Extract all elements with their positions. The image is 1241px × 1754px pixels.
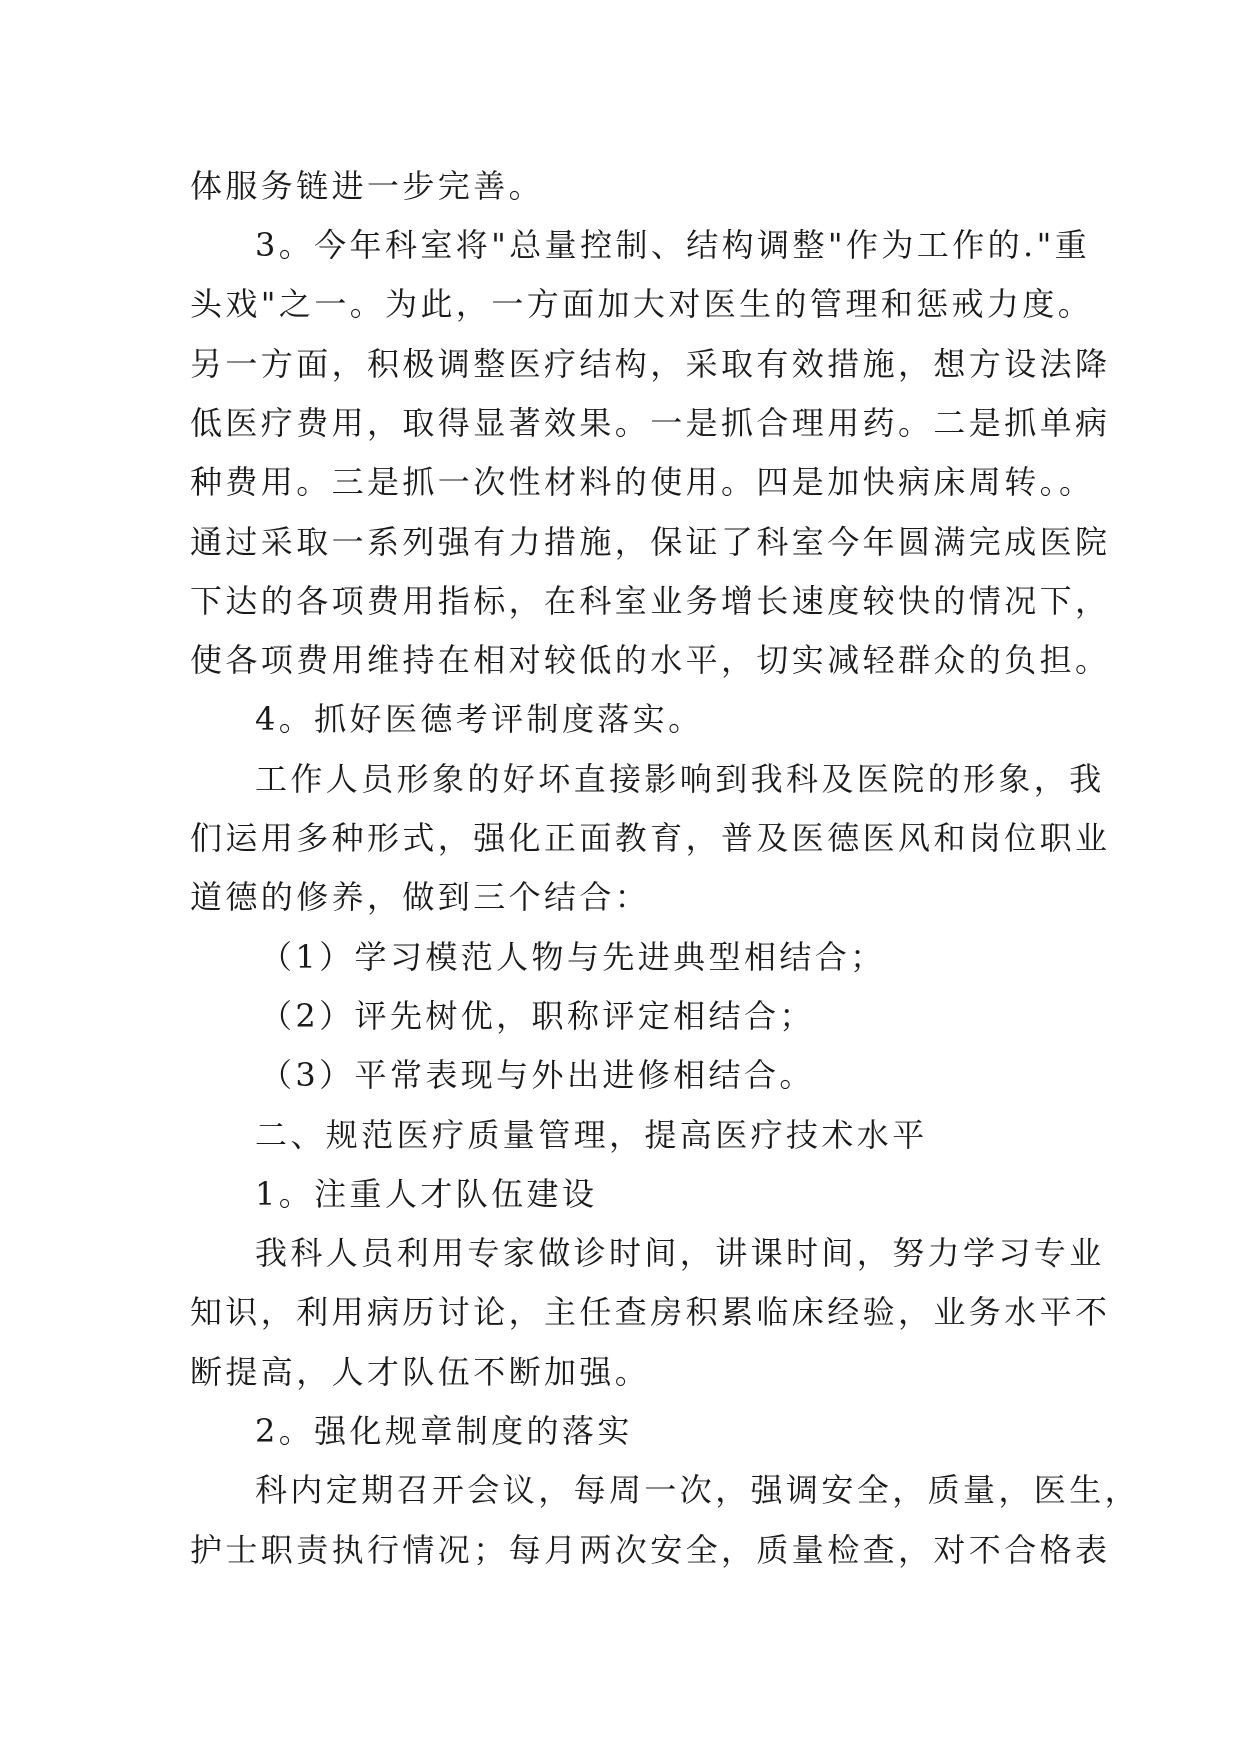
- text-line: 2。强化规章制度的落实: [255, 1412, 633, 1450]
- text-line: 低医疗费用，取得显著效果。一是抓合理用药。二是抓单病: [190, 404, 1111, 442]
- text-line: 二、规范医疗质量管理，提高医疗技术水平: [255, 1116, 928, 1154]
- text-line: 通过采取一系列强有力措施，保证了科室今年圆满完成医院: [190, 523, 1111, 561]
- text-line: 种费用。三是抓一次性材料的使用。四是加快病床周转。。: [190, 463, 1095, 501]
- text-line: 工作人员形象的好坏直接影响到我科及医院的形象，我: [255, 760, 1105, 798]
- text-line: 另一方面，积极调整医疗结构，采取有效措施，想方设法降: [190, 345, 1111, 383]
- text-line: 使各项费用维持在相对较低的水平，切实减轻群众的负担。: [190, 641, 1111, 679]
- text-line: （2）评先树优，职称评定相结合；: [260, 997, 815, 1035]
- text-line: 断提高，人才队伍不断加强。: [190, 1353, 651, 1391]
- text-line: （3）平常表现与外出进修相结合。: [260, 1056, 815, 1094]
- text-line: 3。今年科室将"总量控制、结构调整"作为工作的."重: [255, 226, 1091, 264]
- text-line: 头戏"之一。为此，一方面加大对医生的管理和惩戒力度。: [190, 285, 1094, 323]
- text-line: 们运用多种形式，强化正面教育，普及医德医风和岗位职业: [190, 819, 1111, 857]
- text-line: 道德的修养，做到三个结合：: [190, 878, 651, 916]
- text-line: 护士职责执行情况；每月两次安全，质量检查，对不合格表: [190, 1531, 1111, 1569]
- text-line: 知识，利用病历讨论，主任查房积累临床经验，业务水平不: [190, 1293, 1111, 1331]
- text-line: 下达的各项费用指标，在科室业务增长速度较快的情况下，: [190, 582, 1111, 620]
- text-line: （1）学习模范人物与先进典型相结合；: [260, 938, 886, 976]
- text-line: 体服务链进一步完善。: [190, 167, 545, 205]
- text-line: 我科人员利用专家做诊时间，讲课时间，努力学习专业: [255, 1234, 1105, 1272]
- text-line: 4。抓好医德考评制度落实。: [255, 700, 704, 738]
- text-line: 1。注重人才队伍建设: [255, 1175, 598, 1213]
- text-line: 科内定期召开会议，每周一次，强调安全，质量，医生，: [255, 1471, 1141, 1509]
